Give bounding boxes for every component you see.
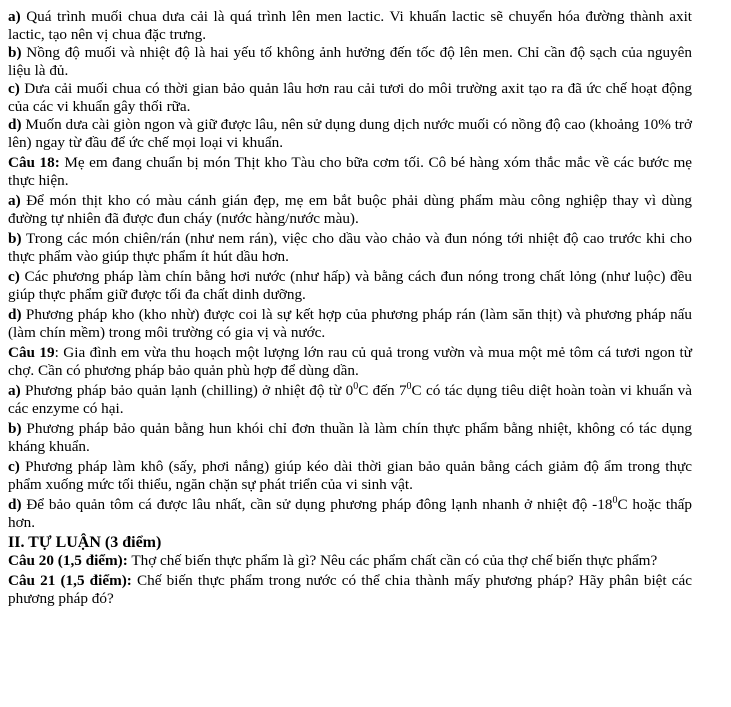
question-text: Thợ chế biến thực phẩm là gì? Nêu các phẩm chất cần có của thợ chế biến thực phẩm?: [131, 552, 658, 569]
option-text: Nồng độ muối và nhiệt độ là hai yếu tố không ảnh hưởng đến tốc độ lên men. Chỉ cần độ sạch của nguyên liệu là đủ.: [8, 44, 692, 79]
question-label: Câu 21 (1,5 điểm):: [8, 572, 132, 589]
option-text: Các phương pháp làm chín bằng hơi nước (như hấp) và bằng cách đun nóng trong chất lỏng (như luộc) đều giúp thực phẩm giữ được tối đa chất dinh dưỡng.: [8, 268, 693, 303]
q17-option-d: [8, 116, 692, 152]
option-text: Muốn dưa cài giòn ngon và giữ được lâu, nên sử dụng dung dịch nước muối có nồng độ cao (khoảng 10% trở lên) ngay từ đầu để ức chế mọi loại vi khuẩn.: [8, 116, 693, 151]
option-text: Dưa cải muối chua có thời gian bảo quản lâu hơn rau cải tươi do môi trường axit tạo ra đã ức chế hoạt động của các vi khuẩn gây thối rữa.: [8, 80, 693, 115]
question-label: Câu 19: [8, 344, 55, 361]
section-title: II. TỰ LUẬN (3 điểm): [8, 534, 162, 551]
q20: [8, 552, 692, 570]
option-label: c): [8, 458, 20, 475]
document-body: [8, 8, 692, 608]
q17-option-a: [8, 8, 692, 44]
option-label: c): [8, 80, 20, 97]
option-text-part: Để bảo quản tôm cá được lâu nhất, cần sử dụng phương pháp đông lạnh nhanh ở nhiệt độ -18: [26, 496, 613, 513]
q17-option-b: [8, 44, 692, 80]
option-text-part: C có tác dụng tiêu diệt hoàn toàn vi khuẩn và các enzyme có hại.: [8, 382, 693, 417]
q18-option-c: [8, 268, 692, 304]
option-label: d): [8, 306, 22, 323]
option-text: Phương pháp bảo quản bằng hun khói chỉ đơn thuần là làm chín thực phẩm bằng nhiệt, không có tác dụng kháng khuẩn.: [8, 420, 693, 455]
option-text-part: C hoặc thấp hơn.: [8, 496, 693, 531]
option-label: a): [8, 382, 21, 399]
option-text: Phương pháp làm khô (sấy, phơi nắng) giúp kéo dài thời gian bảo quản bằng cách giảm độ ẩm trong thực phẩm xuống mức tối thiểu, ngăn chặn sự phát triển của vi sinh vật.: [8, 458, 693, 493]
option-label: b): [8, 230, 22, 247]
q18-option-b: [8, 230, 692, 266]
option-text-part: Phương pháp bảo quản lạnh (chilling) ở nhiệt độ từ 0: [25, 382, 354, 399]
question-text: : Gia đình em vừa thu hoạch một lượng lớn rau củ quả trong vườn và mua một mẻ tôm cá tươi ngon từ chợ. Cần có phương pháp bảo quản phù hợp để dùng dần.: [8, 344, 692, 379]
q19-option-d: [8, 496, 692, 532]
question-text: Mẹ em đang chuẩn bị món Thịt kho Tàu cho bữa cơm tối. Cô bé hàng xóm thắc mắc về các bước mẹ thực hiện.: [8, 154, 693, 189]
q18-option-d: [8, 306, 692, 342]
option-text: Phương pháp kho (kho nhừ) được coi là sự kết hợp của phương pháp rán (làm săn thịt) và phương pháp nấu (làm chín mềm) trong môi trường có gia vị và nước.: [8, 306, 692, 341]
option-label: a): [8, 8, 21, 25]
option-label: b): [8, 44, 22, 61]
option-label: d): [8, 496, 22, 513]
degree-superscript: 0: [353, 381, 359, 392]
q19-option-a: [8, 382, 692, 418]
question-text: Chế biến thực phẩm trong nước có thể chia thành mấy phương pháp? Hãy phân biệt các phương pháp đó?: [8, 572, 692, 607]
q17-option-c: [8, 80, 692, 116]
q18-option-a: [8, 192, 692, 228]
option-label: b): [8, 420, 22, 437]
q21: [8, 572, 692, 608]
option-label: a): [8, 192, 21, 209]
option-label: c): [8, 268, 20, 285]
question-label: Câu 18:: [8, 154, 60, 171]
degree-superscript: 0: [406, 381, 412, 392]
question-label: Câu 20 (1,5 điểm):: [8, 552, 128, 569]
option-label: d): [8, 116, 22, 133]
option-text: Trong các món chiên/rán (như nem rán), việc cho dầu vào chảo và đun nóng tới nhiệt độ cao trước khi cho thực phẩm vào giúp thực phẩm ít hút dầu hơn.: [8, 230, 692, 265]
q19-option-b: [8, 420, 692, 456]
option-text: Để món thịt kho có màu cánh gián đẹp, mẹ em bắt buộc phải dùng phẩm màu công nghiệp thay vì dùng đường tự nhiên đã được đun cháy (nước hàng/nước màu).: [8, 192, 693, 227]
q18-stem: [8, 154, 692, 190]
degree-superscript: 0: [612, 495, 618, 506]
option-text: Quá trình muối chua dưa cải là quá trình lên men lactic. Vi khuẩn lactic sẽ chuyển hóa đường thành axit lactic, tạo nên vị chua đặc trưng.: [8, 8, 693, 43]
q19-option-c: [8, 458, 692, 494]
option-text-part: C đến 7: [358, 382, 407, 399]
q19-stem: [8, 344, 692, 380]
